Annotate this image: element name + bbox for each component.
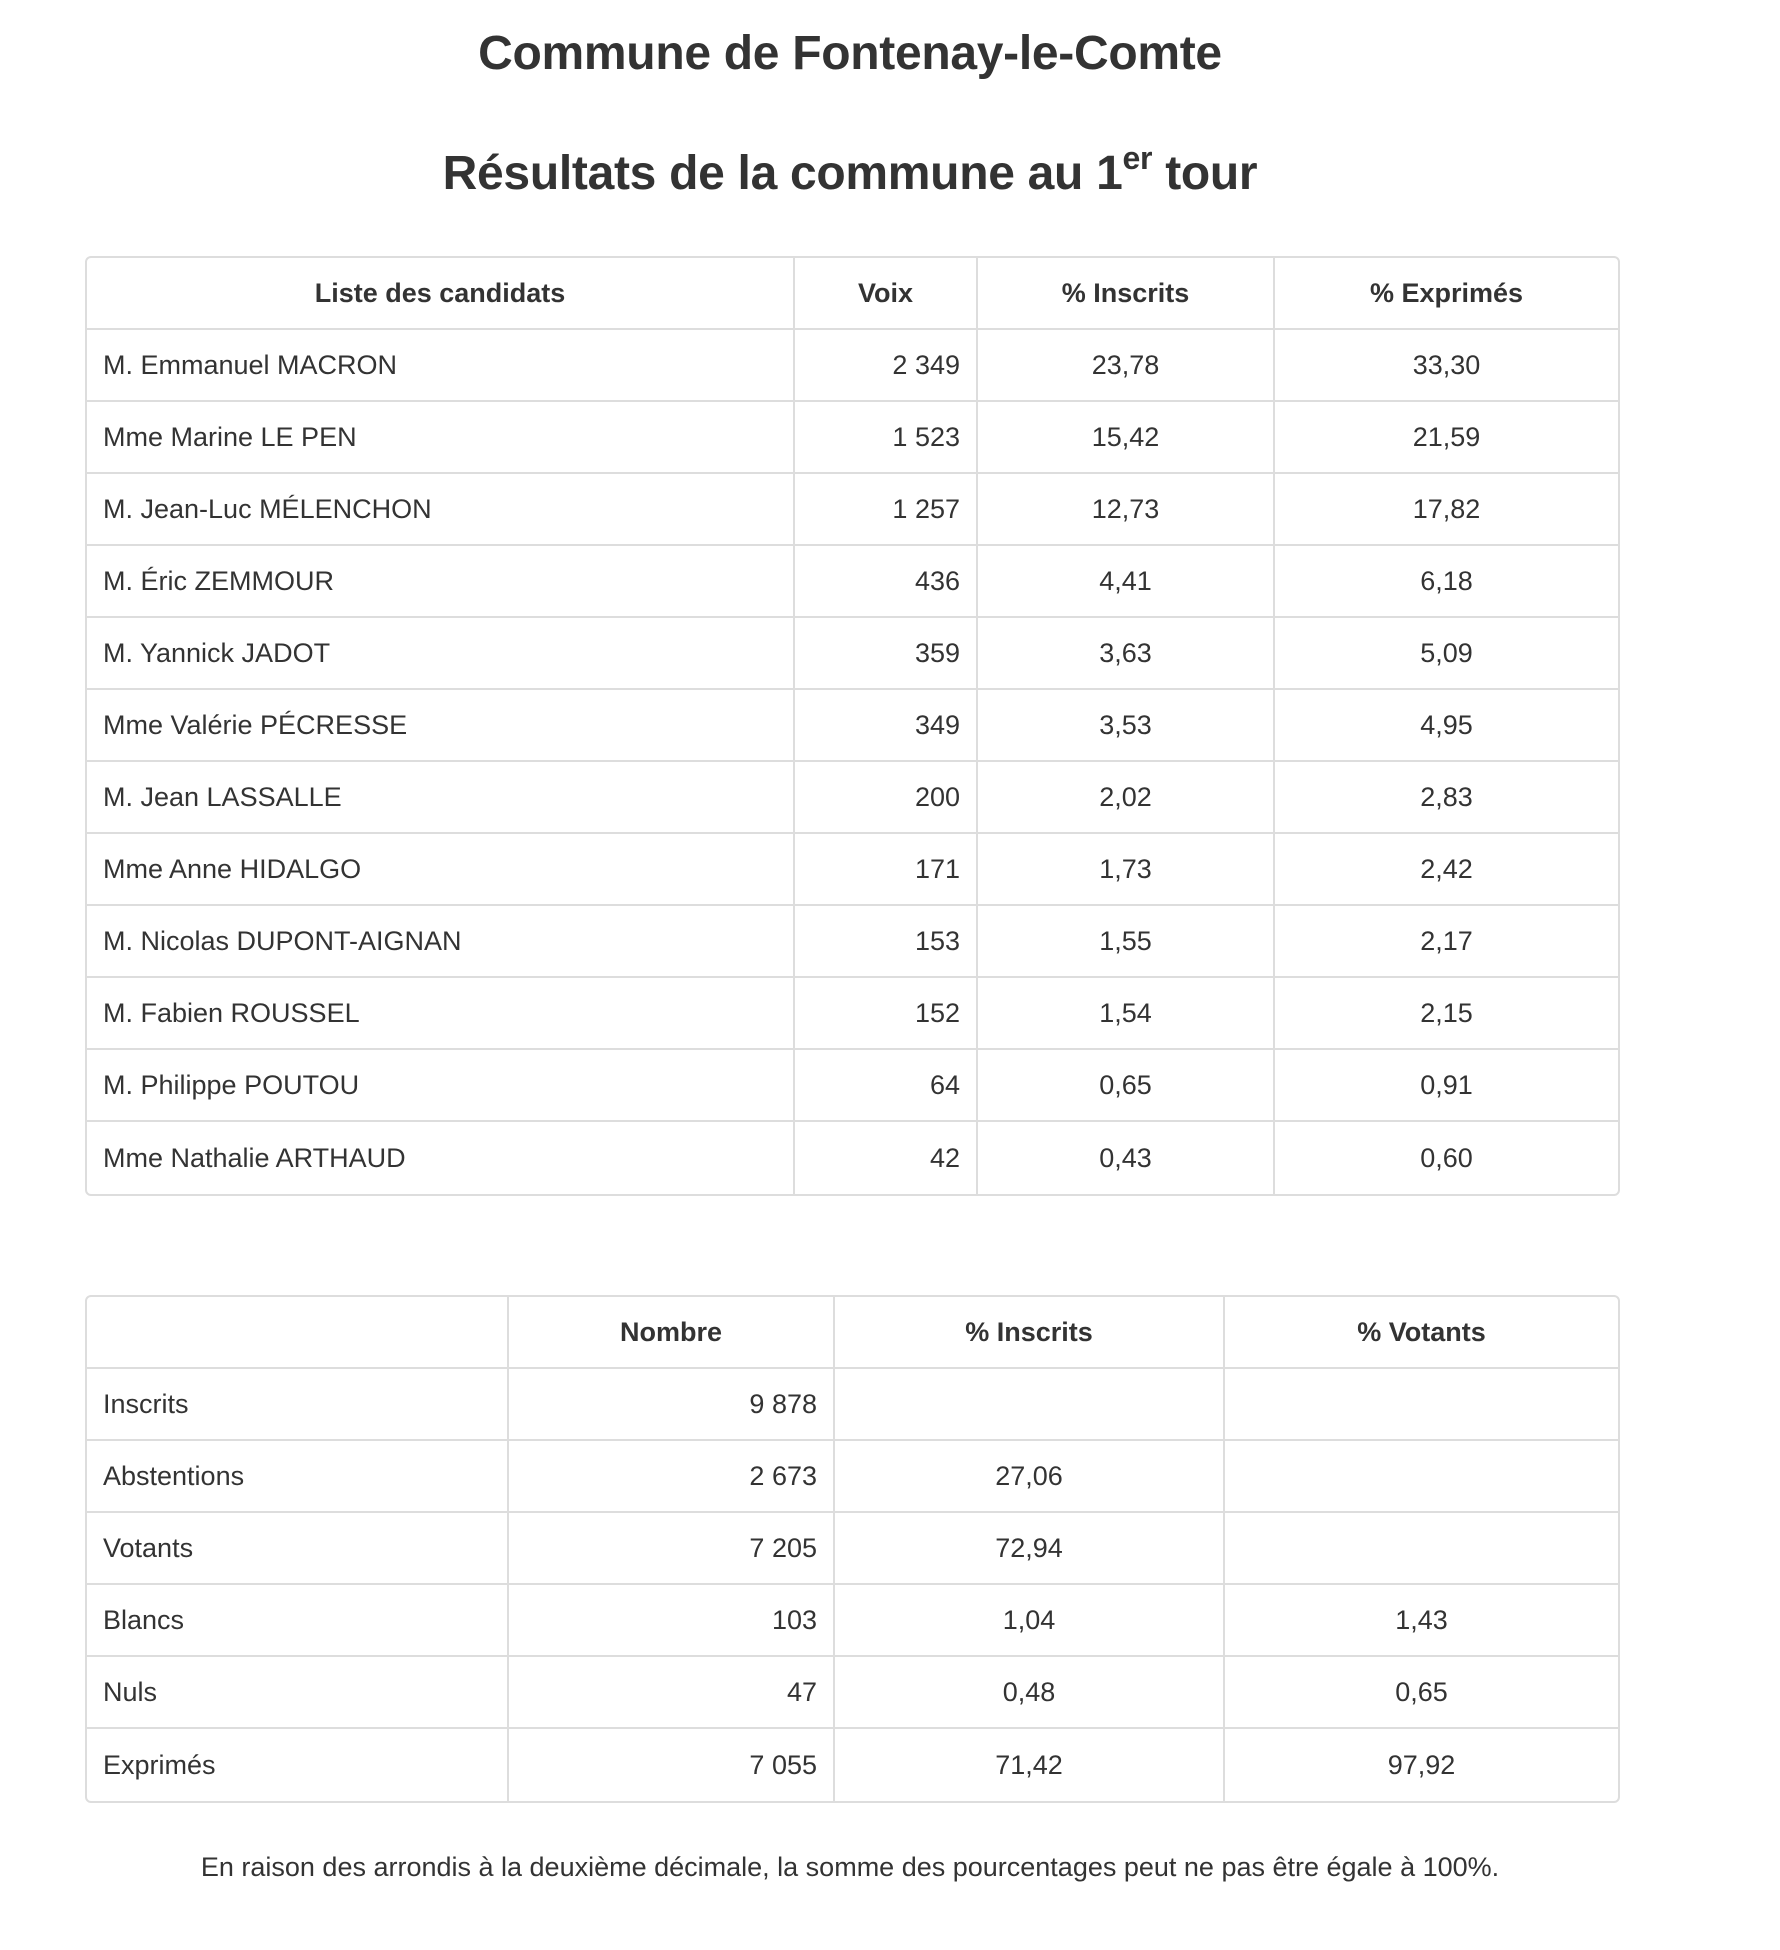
- rounding-footnote: En raison des arrondis à la deuxième décimale, la somme des pourcentages peut ne pas être égale à 100%.: [200, 1852, 1500, 1882]
- summary-pct-votants: 97,92: [1387, 1749, 1456, 1780]
- results-title-suffix: tour: [1152, 147, 1258, 200]
- candidate-pct-inscrits: 2,02: [978, 762, 1275, 834]
- col-header-exprimes: % Exprimés: [1275, 258, 1618, 330]
- results-title-prefix: Résultats de la commune au 1: [442, 147, 1123, 200]
- summary-label: Votants: [87, 1513, 509, 1585]
- summary-pct-inscrits: [835, 1369, 1225, 1441]
- summary-header-row: [87, 1297, 1618, 1369]
- candidate-voix: 64: [795, 1050, 978, 1122]
- candidates-header-row: [87, 258, 1618, 330]
- candidate-pct-exprimes: 33,30: [1275, 330, 1618, 402]
- col-header-voix: Voix: [795, 258, 978, 330]
- summary-pct-votants: 0,65: [1225, 1657, 1618, 1729]
- candidate-voix: 359: [795, 618, 978, 690]
- candidate-pct-inscrits: 15,42: [978, 402, 1275, 474]
- candidate-name: M. Nicolas DUPONT-AIGNAN: [87, 906, 795, 978]
- candidate-name: Mme Nathalie ARTHAUD: [87, 1122, 795, 1194]
- candidate-pct-exprimes: 2,15: [1275, 978, 1618, 1050]
- candidate-voix: 436: [795, 546, 978, 618]
- candidate-pct-inscrits: 1,54: [978, 978, 1275, 1050]
- col-header-empty: [87, 1297, 509, 1369]
- candidate-pct-inscrits: 4,41: [978, 546, 1275, 618]
- candidate-name: Mme Marine LE PEN: [87, 402, 795, 474]
- col-header-inscrits: % Inscrits: [978, 258, 1275, 330]
- candidate-row: [87, 1050, 1618, 1122]
- summary-nombre: 7 205: [509, 1513, 835, 1585]
- summary-pct-votants: [1225, 1441, 1618, 1513]
- candidate-voix: 200: [795, 762, 978, 834]
- candidate-voix: 153: [795, 906, 978, 978]
- summary-pct-inscrits: 71,42: [835, 1729, 1225, 1801]
- candidate-pct-inscrits: 23,78: [978, 330, 1275, 402]
- candidate-pct-inscrits: 12,73: [978, 474, 1275, 546]
- summary-row: [87, 1657, 1618, 1729]
- summary-pct-inscrits: 72,94: [835, 1513, 1225, 1585]
- results-title: [85, 140, 1615, 201]
- summary-pct-inscrits: 27,06: [835, 1441, 1225, 1513]
- candidate-row: [87, 546, 1618, 618]
- candidate-row: [87, 762, 1618, 834]
- col-header-nombre: Nombre: [509, 1297, 835, 1369]
- candidate-name: M. Fabien ROUSSEL: [87, 978, 795, 1050]
- candidate-pct-inscrits: 3,63: [978, 618, 1275, 690]
- summary-label: Blancs: [87, 1585, 509, 1657]
- summary-row: [87, 1369, 1618, 1441]
- summary-row: [87, 1729, 1618, 1801]
- candidate-pct-inscrits: 1,55: [978, 906, 1275, 978]
- candidate-pct-exprimes: 2,83: [1275, 762, 1618, 834]
- candidate-pct-inscrits: 0,65: [978, 1050, 1275, 1122]
- summary-nombre: 47: [509, 1657, 835, 1729]
- summary-label: Exprimés: [87, 1729, 509, 1801]
- summary-pct-inscrits: 0,48: [835, 1657, 1225, 1729]
- candidate-pct-inscrits: 0,43: [978, 1122, 1275, 1194]
- candidate-pct-exprimes: 21,59: [1275, 402, 1618, 474]
- candidate-voix: 1 523: [795, 402, 978, 474]
- commune-title: Commune de Fontenay-le-Comte: [478, 27, 1222, 80]
- candidate-row: [87, 330, 1618, 402]
- candidate-name: M. Jean LASSALLE: [87, 762, 795, 834]
- candidate-name: M. Emmanuel MACRON: [87, 330, 795, 402]
- summary-pct-votants: [1225, 1513, 1618, 1585]
- candidate-name: M. Jean-Luc MÉLENCHON: [87, 474, 795, 546]
- summary-nombre: 103: [509, 1585, 835, 1657]
- candidate-row: [87, 474, 1618, 546]
- candidate-row: [87, 690, 1618, 762]
- col-header-candidates: Liste des candidats: [87, 258, 795, 330]
- candidate-name: M. Éric ZEMMOUR: [87, 546, 795, 618]
- summary-pct-votants: [1225, 1369, 1618, 1441]
- summary-row: [87, 1585, 1618, 1657]
- candidate-pct-exprimes: 6,18: [1275, 546, 1618, 618]
- candidate-row: [87, 618, 1618, 690]
- results-title-sup: er: [1122, 140, 1153, 176]
- candidates-table: [85, 256, 1620, 1196]
- candidate-voix: 2 349: [795, 330, 978, 402]
- summary-row: [87, 1441, 1618, 1513]
- candidate-pct-exprimes: 2,17: [1275, 906, 1618, 978]
- col-header-inscrits: % Inscrits: [835, 1297, 1225, 1369]
- candidate-name: Mme Anne HIDALGO: [87, 834, 795, 906]
- summary-nombre: 9 878: [509, 1369, 835, 1441]
- summary-nombre: 7 055: [509, 1729, 835, 1801]
- candidate-voix: 349: [795, 690, 978, 762]
- summary-row: [87, 1513, 1618, 1585]
- candidate-pct-exprimes: 17,82: [1275, 474, 1618, 546]
- summary-nombre: 2 673: [509, 1441, 835, 1513]
- candidate-name: Mme Valérie PÉCRESSE: [87, 690, 795, 762]
- summary-table: [85, 1295, 1620, 1803]
- candidate-pct-exprimes: 4,95: [1275, 690, 1618, 762]
- candidate-pct-inscrits: 3,53: [978, 690, 1275, 762]
- candidate-pct-exprimes: 0,91: [1275, 1050, 1618, 1122]
- candidate-voix: 42: [795, 1122, 978, 1194]
- summary-pct-inscrits: 1,04: [835, 1585, 1225, 1657]
- summary-label: Inscrits: [87, 1369, 509, 1441]
- candidate-voix: 152: [795, 978, 978, 1050]
- candidate-voix: 171: [795, 834, 978, 906]
- candidate-name: M. Yannick JADOT: [87, 618, 795, 690]
- col-header-votants: % Votants: [1225, 1297, 1618, 1369]
- candidate-row: [87, 1122, 1618, 1194]
- candidate-row: [87, 906, 1618, 978]
- candidate-name: M. Philippe POUTOU: [87, 1050, 795, 1122]
- candidate-voix: 1 257: [795, 474, 978, 546]
- candidate-row: [87, 978, 1618, 1050]
- summary-pct-votants: 1,43: [1225, 1585, 1618, 1657]
- candidate-pct-inscrits: 1,73: [978, 834, 1275, 906]
- candidate-pct-exprimes: 0,60: [1420, 1142, 1473, 1173]
- candidate-pct-exprimes: 5,09: [1275, 618, 1618, 690]
- candidate-row: [87, 834, 1618, 906]
- summary-label: Nuls: [87, 1657, 509, 1729]
- summary-label: Abstentions: [87, 1441, 509, 1513]
- candidate-row: [87, 402, 1618, 474]
- candidate-pct-exprimes: 2,42: [1275, 834, 1618, 906]
